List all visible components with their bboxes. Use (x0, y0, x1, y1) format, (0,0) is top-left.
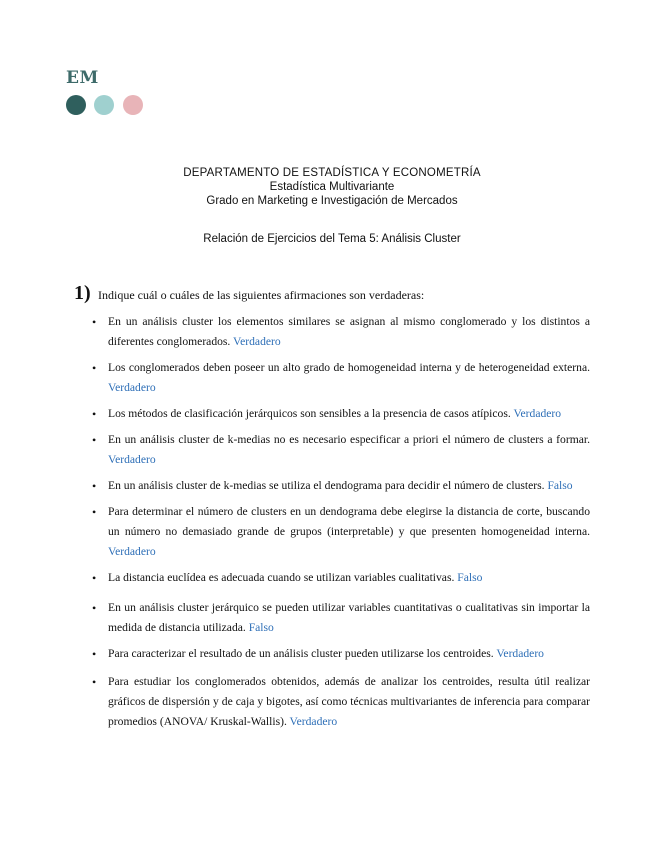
statement-answer: Verdadero (233, 335, 281, 348)
bullet-icon: • (92, 647, 97, 661)
statement-list (90, 312, 590, 732)
statement-text: Los conglomerados deben poseer un alto grado de homogeneidad interna y de heterogeneidad externa. (108, 361, 590, 374)
logo-dot-pink (123, 95, 143, 115)
statement-text: La distancia euclídea es adecuada cuando se utilizan variables cualitativas. (108, 571, 458, 584)
statement-text: En un análisis cluster jerárquico se pueden utilizar variables cuantitativas o cualitativas sin importar la medida de distancia utilizada. (108, 601, 590, 634)
question-number: 1) (74, 282, 91, 304)
logo-dot-teal (94, 95, 114, 115)
bullet-icon: • (92, 315, 97, 329)
statement-answer: Verdadero (108, 545, 156, 558)
statement-text: En un análisis cluster los elementos similares se asignan al mismo conglomerado y los distintos a diferentes conglomerados. (108, 315, 590, 348)
statement-answer: Verdadero (496, 647, 544, 660)
statement-text: En un análisis cluster de k-medias no es necesario especificar a priori el número de clusters a formar. (108, 433, 590, 446)
bullet-icon: • (92, 601, 97, 615)
bullet-icon: • (92, 675, 97, 689)
statement-item (90, 644, 590, 664)
bullet-icon: • (92, 407, 97, 421)
statement-item (90, 358, 590, 398)
statement-answer: Falso (457, 571, 483, 584)
department-title: DEPARTAMENTO DE ESTADÍSTICA Y ECONOMETRÍA (183, 167, 481, 179)
logo-dot-dark (66, 95, 86, 115)
statement-text: Para determinar el número de clusters en un dendograma debe elegirse la distancia de corte, buscando un número no demasiado grande de grupos (interpretable) y que presenten homogeneidad interna. (108, 505, 590, 538)
statement-text: En un análisis cluster de k-medias se utiliza el dendograma para decidir el número de clusters. (108, 479, 548, 492)
bullet-icon: • (92, 505, 97, 519)
logo (66, 68, 99, 88)
statement-text: Los métodos de clasificación jerárquicos son sensibles a la presencia de casos atípicos. (108, 407, 514, 420)
course-title: Estadística Multivariante (269, 181, 395, 193)
bullet-icon: • (92, 479, 97, 493)
statement-item (90, 312, 590, 352)
statement-item (90, 476, 590, 496)
statement-answer: Verdadero (108, 453, 156, 466)
degree-title: Grado en Marketing e Investigación de Mercados (206, 195, 458, 207)
statement-item (90, 598, 590, 638)
exercise-subtitle: Relación de Ejercicios del Tema 5: Análisis Cluster (203, 233, 461, 245)
statement-answer: Verdadero (289, 715, 338, 728)
bullet-icon: • (92, 361, 97, 375)
statement-answer: Falso (248, 621, 274, 634)
statement-answer: Verdadero (108, 381, 156, 394)
statement-item (90, 404, 590, 424)
logo-text: EM (66, 68, 99, 88)
statement-answer: Verdadero (513, 407, 562, 420)
document-header (0, 166, 664, 208)
bullet-icon: • (92, 433, 97, 447)
logo-dots (66, 95, 146, 119)
statement-answer: Falso (547, 479, 573, 492)
statement-item (90, 502, 590, 562)
statement-item (90, 568, 590, 588)
statement-text: Para estudiar los conglomerados obtenidos, además de analizar los centroides, resulta útil realizar gráficos de dispersión y de caja y bigotes, así como técnicas multivariantes de inferencia para comparar promedios (ANOVA/ Kruskal-Wallis). (108, 675, 590, 728)
statement-item (90, 430, 590, 470)
statement-text: Para caracterizar el resultado de un análisis cluster pueden utilizarse los centroides. (108, 647, 497, 660)
statement-item (90, 672, 590, 732)
question-heading (74, 282, 594, 305)
bullet-icon: • (92, 571, 97, 585)
question-text: Indique cuál o cuáles de las siguientes afirmaciones son verdaderas: (98, 288, 425, 302)
